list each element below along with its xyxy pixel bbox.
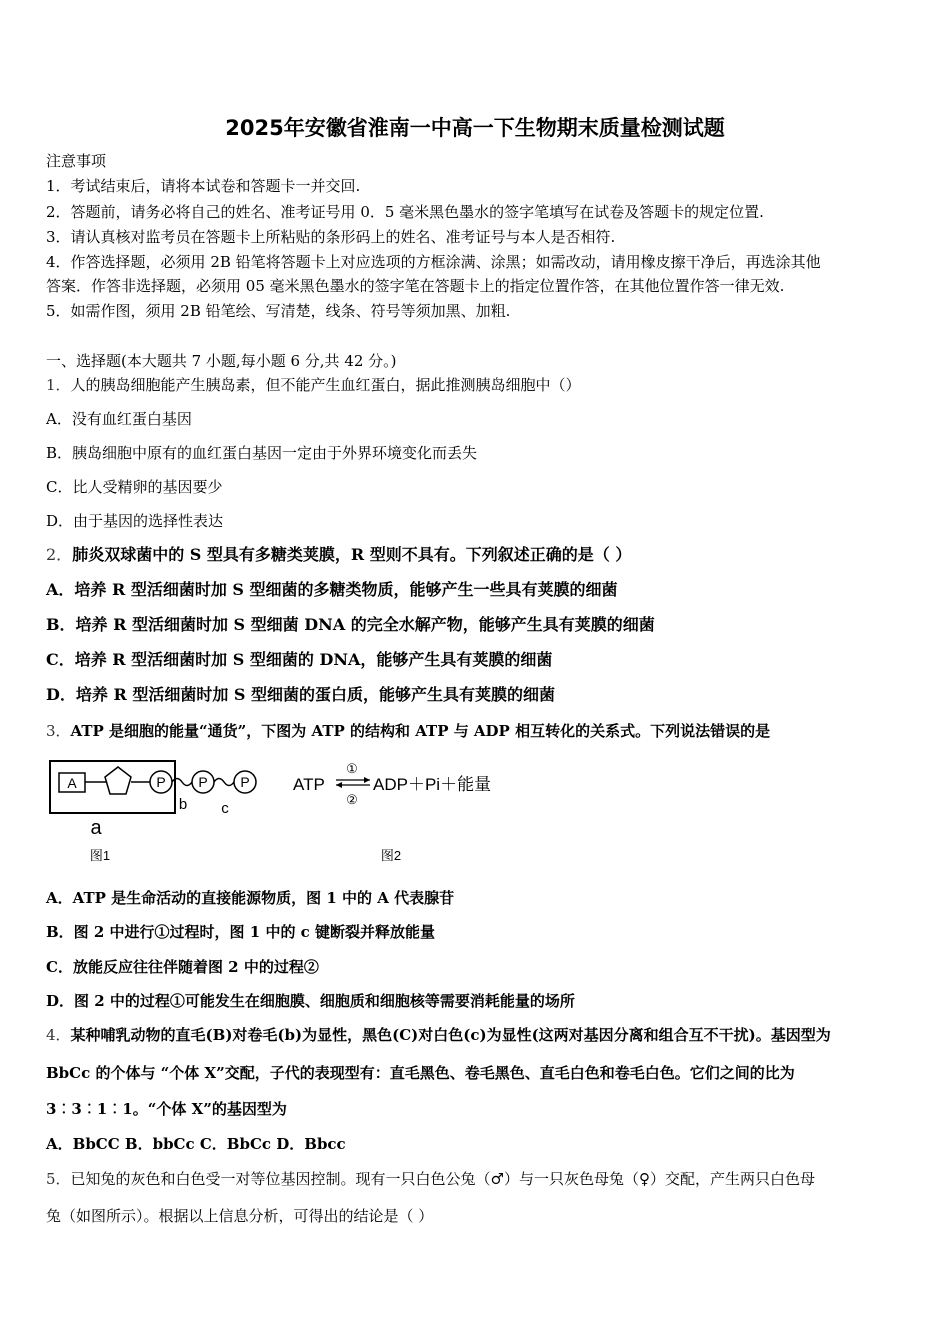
question-3: [46, 721, 770, 741]
high-energy-bond-c: [214, 779, 234, 786]
bond-b-label: b: [178, 796, 188, 813]
bond-c-label: c: [221, 800, 229, 817]
q2-option-b: B．培养 R 型活细菌时加 S 型细菌 DNA 的完全水解产物，能够产生具有荚膜的细菌: [46, 615, 655, 634]
ribose-pentagon: [105, 767, 131, 794]
adenine-label: A: [67, 775, 77, 791]
q1-option-c: C．比人受精卵的基因要少: [46, 478, 223, 496]
q4-stem-line-3: 3︰3︰1︰1。“个体 X”的基因型为: [46, 1100, 287, 1118]
q2-option-c: C．培养 R 型活细菌时加 S 型细菌的 DNA，能够产生具有荚膜的细菌: [46, 650, 553, 669]
q3-option-b: B．图 2 中进行①过程时，图 1 中的 c 键断裂并释放能量: [46, 923, 436, 941]
notice-item-4-cont: 答案．作答非选择题，必须用 05 毫米黑色墨水的签字笔在答题卡上的指定位置作答，在其他位置作答一律无效.: [46, 277, 785, 295]
atp-figure: [46, 757, 526, 867]
q4-stem-line-2: BbCc 的个体与 “个体 X”交配，子代的表现型有：直毛黑色、卷毛黑色、直毛白色和卷毛白色。它们之间的比为: [46, 1064, 795, 1082]
fig2-caption: 图2: [380, 848, 402, 863]
question-4: [46, 1025, 831, 1045]
eq-right: ADP＋Pi＋能量: [373, 775, 492, 794]
question-2: [46, 545, 631, 565]
phosphate-label-1: P: [156, 774, 166, 790]
label-a: a: [90, 817, 102, 839]
notice-item-3: 3．请认真核对监考员在答题卡上所粘贴的条形码上的姓名、准考证号与本人是否相符.: [46, 228, 616, 246]
q3-option-d: D．图 2 中的过程①可能发生在细胞膜、细胞质和细胞核等需要消耗能量的场所: [46, 992, 575, 1010]
notice-item-1: 1．考试结束后，请将本试卷和答题卡一并交回.: [46, 177, 361, 195]
question-stem: 某种哺乳动物的直毛(B)对卷毛(b)为显性，黑色(C)对白色(c)为显性(这两对基因分离和组合互不干扰)。基因型为: [70, 1026, 831, 1044]
q3-option-a: A．ATP 是生命活动的直接能源物质，图 1 中的 A 代表腺苷: [46, 889, 455, 907]
question-5: [46, 1169, 815, 1189]
forward-arrowhead: [364, 777, 370, 783]
q1-option-a: A．没有血红蛋白基因: [46, 410, 192, 428]
question-number: 1．: [46, 376, 71, 394]
page-title: 2025年安徽省淮南一中高一下生物期末质量检测试题: [225, 116, 725, 140]
q1-option-d: D．由于基因的选择性表达: [46, 512, 224, 530]
q1-option-b: B．胰岛细胞中原有的血红蛋白基因一定由于外界环境变化而丢失: [46, 444, 478, 462]
atp-diagram: [46, 757, 526, 867]
question-stem: ATP 是细胞的能量“通货”，下图为 ATP 的结构和 ATP 与 ADP 相互转化的关系式。下列说法错误的是: [70, 722, 771, 740]
q2-option-d: D．培养 R 型活细菌时加 S 型细菌的蛋白质，能够产生具有荚膜的细菌: [46, 685, 556, 704]
question-number: 2．: [46, 545, 73, 564]
phosphate-label-3: P: [240, 774, 250, 790]
q4-options: A．BbCC B．bbCc C．BbCc D．Bbcc: [46, 1135, 346, 1153]
question-number: 5．: [46, 1170, 71, 1188]
reverse-arrowhead: [336, 782, 342, 788]
q2-option-a: A．培养 R 型活细菌时加 S 型细菌的多糖类物质，能够产生一些具有荚膜的细菌: [46, 580, 618, 599]
question-stem: 已知兔的灰色和白色受一对等位基因控制。现有一只白色公兔（♂）与一只灰色母兔（♀）交配，产生两只白色母: [70, 1170, 815, 1188]
q5-stem-line-2: 兔（如图所示）。根据以上信息分析，可得出的结论是（ ）: [46, 1207, 434, 1225]
notice-item-4: 4．作答选择题，必须用 2B 铅笔将答题卡上对应选项的方框涂满、涂黑；如需改动，请用橡皮擦干净后，再选涂其他: [46, 253, 821, 271]
question-stem: 人的胰岛细胞能产生胰岛素，但不能产生血红蛋白，据此推测胰岛细胞中（）: [70, 376, 581, 394]
notice-item-2: 2．答题前，请务必将自己的姓名、准考证号用 0．5 毫米黑色墨水的签字笔填写在试卷及答题卡的规定位置.: [46, 203, 764, 221]
notice-item-5: 5．如需作图，须用 2B 铅笔绘、写清楚，线条、符号等须加黑、加粗.: [46, 302, 511, 320]
section-heading: 一、选择题(本大题共 7 小题,每小题 6 分,共 42 分。): [46, 352, 397, 370]
eq-atp: ATP: [293, 775, 325, 794]
question-number: 4．: [46, 1026, 71, 1044]
question-stem: 肺炎双球菌中的 S 型具有多糖类荚膜，R 型则不具有。下列叙述正确的是（ ）: [72, 545, 632, 564]
fig1-caption: 图1: [89, 848, 111, 863]
process-1-label: ①: [346, 761, 358, 776]
notice-heading: 注意事项: [46, 152, 107, 170]
process-2-label: ②: [346, 792, 358, 807]
question-number: 3．: [46, 722, 71, 740]
question-1: [46, 375, 581, 395]
phosphate-label-2: P: [198, 774, 208, 790]
q3-option-c: C．放能反应往往伴随着图 2 中的过程②: [46, 958, 319, 976]
